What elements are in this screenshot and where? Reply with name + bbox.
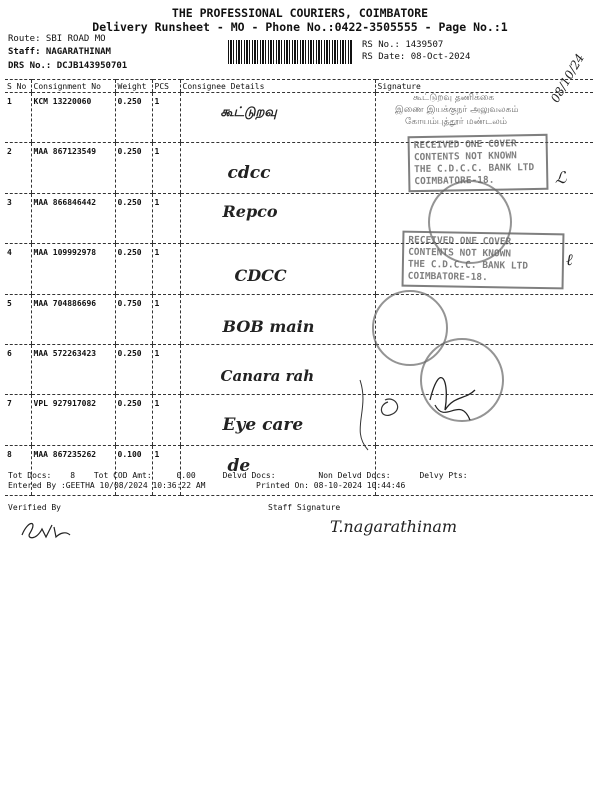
signature-scribble xyxy=(350,340,500,460)
non-delvd-docs-label: Non Delvd Docs: xyxy=(318,471,391,480)
bank-seal xyxy=(428,180,512,264)
cell-consignee xyxy=(180,93,375,143)
staff-signature-label: Staff Signature xyxy=(268,503,341,512)
cell-consignment: VPL 927917082 xyxy=(31,395,115,445)
cell-weight: 0.250 xyxy=(115,344,152,394)
consignee-handwritten: de xyxy=(227,455,251,476)
cell-weight: 0.250 xyxy=(115,244,152,294)
cell-pcs: 1 xyxy=(152,294,180,344)
cell-sno: 4 xyxy=(5,244,31,294)
receipt-stamp-line: CONTENTS NOT KNOWN xyxy=(413,150,517,164)
consignee-handwritten: கூட்டுறவு xyxy=(220,105,277,120)
tamil-stamp-line: கோயம்புத்தூர் மண்டலம் xyxy=(405,117,507,127)
tot-cod-value: 0.00 xyxy=(176,471,196,480)
tot-cod-label: Tot COD Amt: xyxy=(93,471,152,480)
tamil-stamp-line: இணை இயக்குநர் அலுவலகம் xyxy=(395,105,519,115)
cell-pcs: 1 xyxy=(152,244,180,294)
drs-number: DRS No.: DCJB143950701 xyxy=(8,61,128,71)
cell-pcs: 1 xyxy=(152,143,180,193)
receipt-stamp-line: RECEIVED ONE COVER xyxy=(408,234,512,248)
cell-consignment: MAA 866846442 xyxy=(31,193,115,243)
footer-totals-row xyxy=(8,471,468,480)
consignee-handwritten: Canara rah xyxy=(220,366,315,385)
cell-sno: 3 xyxy=(5,193,31,243)
staff-label: Staff: NAGARATHINAM xyxy=(8,47,111,57)
cell-sno: 7 xyxy=(5,395,31,445)
cell-weight: 0.250 xyxy=(115,143,152,193)
table-row xyxy=(5,395,593,445)
cell-sno: 6 xyxy=(5,344,31,394)
cell-weight: 0.250 xyxy=(115,395,152,445)
receipt-stamp-line: THE C.D.C.C. BANK LTD xyxy=(414,162,535,176)
cell-consignee xyxy=(180,344,375,394)
cell-consignment: MAA 109992978 xyxy=(31,244,115,294)
cell-sno: 2 xyxy=(5,143,31,193)
entered-by: Entered By :GEETHA 10/08/2024 10:36:22 AM xyxy=(8,481,206,490)
receipt-stamp-line: RECEIVED ONE COVER xyxy=(413,138,517,152)
cell-pcs: 1 xyxy=(152,93,180,143)
initial-signature: ℒ xyxy=(555,168,567,187)
verified-by-label: Verified By xyxy=(8,503,61,512)
col-consignment: Consignment No xyxy=(31,80,115,93)
cell-consignment: MAA 867235262 xyxy=(31,445,115,495)
barcode-image xyxy=(228,40,353,64)
printed-on: Printed On: 08-10-2024 10:44:46 xyxy=(256,481,406,490)
cell-weight: 0.250 xyxy=(115,93,152,143)
cell-sno: 8 xyxy=(5,445,31,495)
consignee-handwritten: Eye care xyxy=(222,415,304,436)
cell-consignment: MAA 572263423 xyxy=(31,344,115,394)
date-scrawl: 08/10/24 xyxy=(548,51,588,105)
verifier-signature xyxy=(18,515,78,545)
cell-consignee xyxy=(180,193,375,243)
cell-consignee xyxy=(180,294,375,344)
consignee-handwritten: BOB main xyxy=(222,316,315,336)
table-row xyxy=(5,294,593,344)
cell-consignee xyxy=(180,143,375,193)
cell-consignee xyxy=(180,244,375,294)
cell-pcs: 1 xyxy=(152,445,180,495)
cell-consignment: MAA 704886696 xyxy=(31,294,115,344)
tot-docs-value: 8 xyxy=(70,471,76,480)
tamil-office-stamp xyxy=(395,92,518,128)
runsheet-subtitle: Delivery Runsheet - MO - Phone No.:0422-3505555 - Page No.:1 xyxy=(92,20,508,34)
consignee-handwritten: Repco xyxy=(222,201,278,221)
consignee-handwritten: CDCC xyxy=(234,266,287,286)
cell-weight: 0.100 xyxy=(115,445,152,495)
cell-sno: 5 xyxy=(5,294,31,344)
cell-weight: 0.250 xyxy=(115,193,152,243)
cell-pcs: 1 xyxy=(152,395,180,445)
route-label: Route: SBI ROAD MO xyxy=(8,34,106,44)
delvy-pts-label: Delvy Pts: xyxy=(419,471,468,480)
cell-consignee xyxy=(180,395,375,445)
col-pcs: PCS xyxy=(152,80,180,93)
cell-pcs: 1 xyxy=(152,193,180,243)
company-title: THE PROFESSIONAL COURIERS, COIMBATORE xyxy=(171,6,429,20)
cell-weight: 0.750 xyxy=(115,294,152,344)
col-signature: Signature xyxy=(375,80,593,93)
tot-docs-label: Tot Docs: xyxy=(8,471,52,480)
cell-consignment: KCM 13220060 xyxy=(31,93,115,143)
initial-signature: ℓ xyxy=(566,250,573,269)
receipt-stamp-line: CONTENTS NOT KNOWN xyxy=(408,246,512,260)
rs-number: RS No.: 1439507 xyxy=(362,40,444,50)
rs-date: RS Date: 08-Oct-2024 xyxy=(362,52,471,62)
table-header-row xyxy=(5,80,593,93)
tamil-stamp-line: கூட்டுறவு தணிக்கை xyxy=(413,93,495,103)
receipt-stamp-line: COIMBATORE-18. xyxy=(414,174,495,188)
consignee-handwritten: cdcc xyxy=(227,163,271,184)
cell-consignment: MAA 867123549 xyxy=(31,143,115,193)
receipt-stamp-line: COIMBATORE-18. xyxy=(407,270,488,284)
col-sno: S No xyxy=(5,80,31,93)
staff-signature-name: T.nagarathinam xyxy=(330,517,458,536)
table-row xyxy=(5,344,593,394)
delvd-docs-label: Delvd Docs: xyxy=(222,471,276,480)
cell-pcs: 1 xyxy=(152,344,180,394)
col-consignee: Consignee Details xyxy=(180,80,375,93)
receipt-stamp-line: THE C.D.C.C. BANK LTD xyxy=(407,258,529,272)
col-weight: Weight xyxy=(115,80,152,93)
cell-sno: 1 xyxy=(5,93,31,143)
